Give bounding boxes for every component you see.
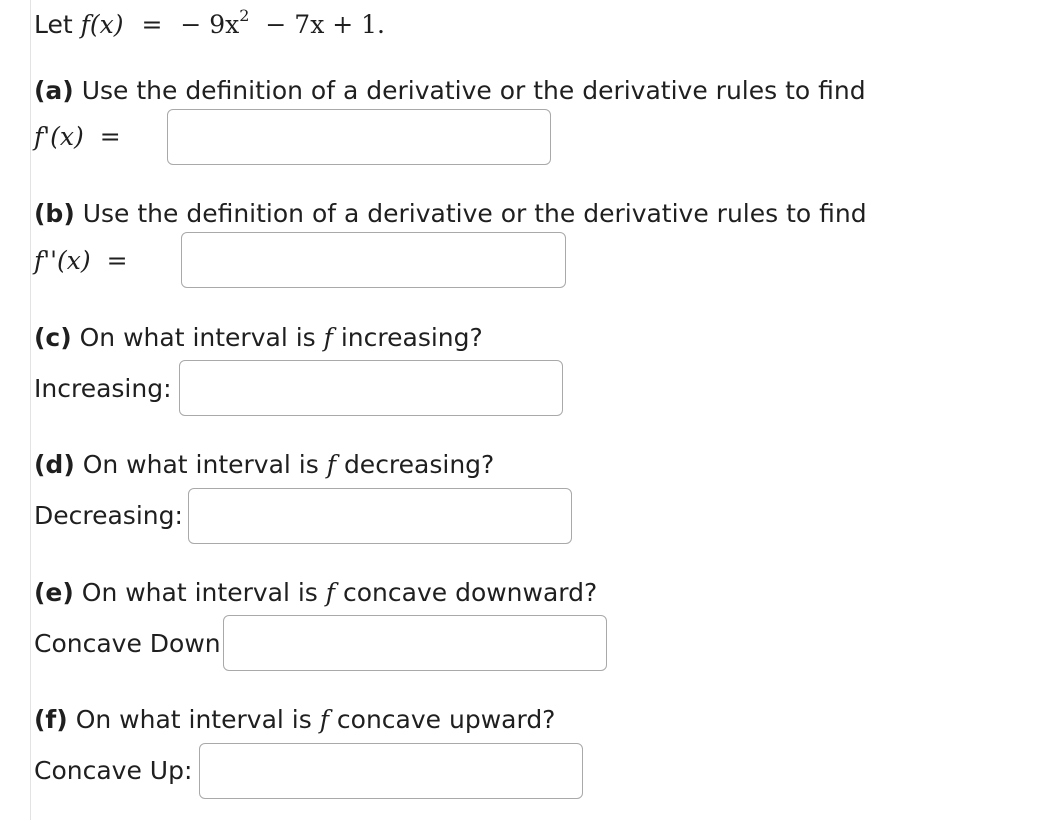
answer-f-label: Concave Up: <box>34 756 193 785</box>
question-b-text: Use the definition of a derivative or the derivative rules to find <box>82 199 867 228</box>
answer-d-label: Decreasing: <box>34 501 183 530</box>
question-d-f: f <box>326 450 336 479</box>
problem-statement <box>34 6 385 39</box>
question-d-text-1: On what interval is <box>82 450 319 479</box>
equals-sign: = <box>141 10 163 39</box>
answer-b-input[interactable] <box>182 233 565 287</box>
question-f-text-2: concave upward? <box>336 705 556 734</box>
question-f-tag: (f) <box>34 705 68 734</box>
question-f-f: f <box>319 705 329 734</box>
expression-part-1: − 9x <box>180 10 240 39</box>
answer-e-input[interactable] <box>224 616 606 670</box>
question-f-text-1: On what interval is <box>75 705 312 734</box>
question-c-text-2: increasing? <box>340 323 483 352</box>
question-e-text-2: concave downward? <box>343 578 598 607</box>
question-c-tag: (c) <box>34 323 72 352</box>
question-b <box>34 199 867 228</box>
question-f <box>34 705 555 734</box>
question-c-text-1: On what interval is <box>79 323 316 352</box>
answer-b-field[interactable] <box>181 232 566 288</box>
question-d-tag: (d) <box>34 450 75 479</box>
exponent: 2 <box>239 6 250 25</box>
let-label: Let <box>34 10 73 39</box>
question-a <box>34 76 866 105</box>
answer-f-input[interactable] <box>200 744 582 798</box>
answer-c-field[interactable] <box>179 360 563 416</box>
answer-d-field[interactable] <box>188 488 572 544</box>
answer-b-label-text: f''(x) <box>34 246 91 275</box>
answer-e-label: Concave Down <box>34 629 221 658</box>
answer-e-field[interactable] <box>223 615 607 671</box>
answer-b-equals: = <box>106 246 128 275</box>
question-e-tag: (e) <box>34 578 74 607</box>
left-border <box>30 0 31 820</box>
answer-f-field[interactable] <box>199 743 583 799</box>
question-d <box>34 450 494 479</box>
answer-a-equals: = <box>99 122 121 151</box>
answer-a-label <box>34 122 121 151</box>
function-name: f(x) <box>80 10 124 39</box>
expression-part-2: − 7x + 1. <box>265 10 385 39</box>
question-a-text: Use the definition of a derivative or the derivative rules to find <box>81 76 866 105</box>
question-e-f: f <box>325 578 336 607</box>
answer-a-label-text: f'(x) <box>34 122 84 151</box>
question-b-tag: (b) <box>34 199 75 228</box>
answer-c-input[interactable] <box>180 361 562 415</box>
question-c-f: f <box>323 323 333 352</box>
question-e <box>34 578 597 607</box>
answer-a-input[interactable] <box>168 110 550 164</box>
answer-d-input[interactable] <box>189 489 571 543</box>
answer-a-field[interactable] <box>167 109 551 165</box>
question-d-text-2: decreasing? <box>343 450 495 479</box>
question-c <box>34 323 483 352</box>
question-e-text-1: On what interval is <box>81 578 318 607</box>
answer-b-label <box>34 246 128 275</box>
answer-c-label: Increasing: <box>34 374 172 403</box>
question-a-tag: (a) <box>34 76 74 105</box>
